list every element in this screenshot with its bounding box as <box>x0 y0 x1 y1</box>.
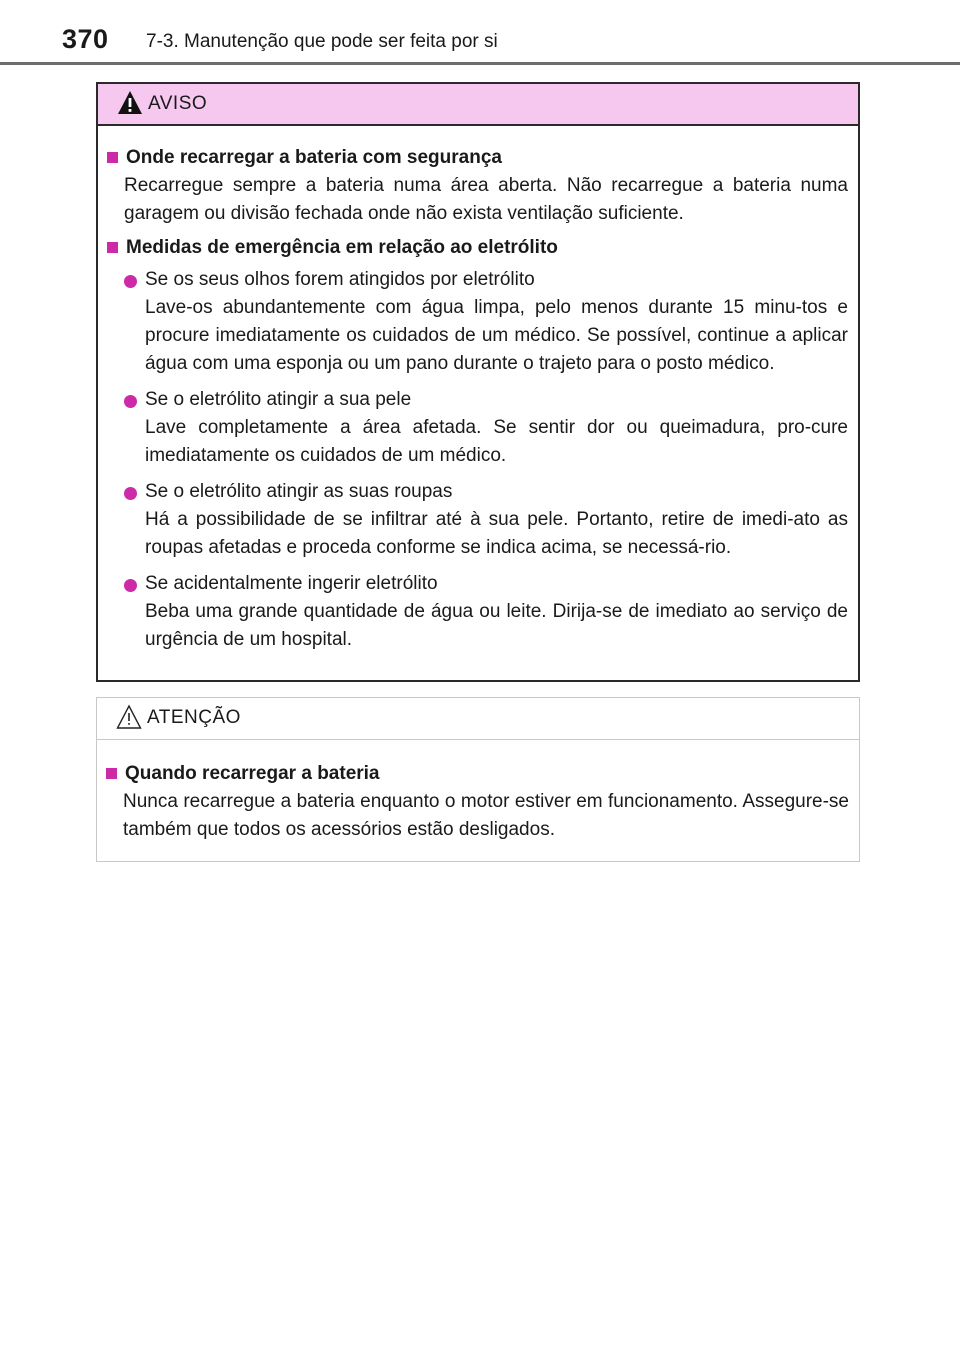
caution-box <box>96 697 860 862</box>
warning-triangle-filled-icon <box>117 90 143 116</box>
page-number: 370 <box>62 24 109 54</box>
caution-section-title: Quando recarregar a bateria <box>97 760 859 788</box>
round-bullet-icon <box>124 395 137 408</box>
item-title: Se o eletrólito atingir as suas roupas <box>145 481 453 502</box>
item-text: Lave completamente a área afetada. Se sentir dor ou queimadura, pro-cure imediatamente os cuidados de um médico. <box>145 417 848 466</box>
caution-content <box>97 760 859 844</box>
caution-section-text: Nunca recarregue a bateria enquanto o motor estiver em funcionamento. Assegure-se também que todos os acessórios estão desligados. <box>123 791 849 840</box>
item-text: Beba uma grande quantidade de água ou leite. Dirija-se de imediato ao serviço de urgência de um hospital. <box>145 601 848 650</box>
section-title: 7-3. Manutenção que pode ser feita por si <box>146 31 498 52</box>
warning-box <box>96 82 860 682</box>
caution-label: ATENÇÃO <box>147 707 241 728</box>
square-bullet-icon <box>107 242 118 253</box>
round-bullet-icon <box>124 579 137 592</box>
page-header <box>0 0 960 70</box>
round-bullet-icon <box>124 487 137 500</box>
item-title: Se o eletrólito atingir a sua pele <box>145 389 412 410</box>
square-bullet-icon <box>107 152 118 163</box>
warning-section-title: Onde recarregar a bateria com segurança <box>98 144 858 172</box>
square-bullet-icon <box>106 768 117 779</box>
list-item <box>98 386 858 470</box>
list-item <box>98 266 858 378</box>
warning-section-title: Medidas de emergência em relação ao eletrólito <box>98 234 858 262</box>
round-bullet-icon <box>124 275 137 288</box>
caution-box-header <box>97 698 859 740</box>
item-title: Se os seus olhos forem atingidos por eletrólito <box>145 269 535 290</box>
warning-label: AVISO <box>148 93 208 114</box>
warning-box-header <box>98 84 858 126</box>
warning-section-text: Recarregue sempre a bateria numa área aberta. Não recarregue a bateria numa garagem ou divisão fechada onde não exista ventilação suficiente. <box>124 175 848 224</box>
item-text: Lave-os abundantemente com água limpa, pelo menos durante 15 minu-tos e procure imediatamente os cuidados de um médico. Se possível, continue a aplicar água com uma esponja ou um pano durante o trajeto para o posto médico. <box>145 297 848 374</box>
item-title: Se acidentalmente ingerir eletrólito <box>145 573 438 594</box>
item-text: Há a possibilidade de se infiltrar até à sua pele. Portanto, retire de imedi-ato as roupas afetadas e proceda conforme se indica acima, se necessá-rio. <box>145 509 848 558</box>
warning-content <box>98 144 858 662</box>
list-item <box>98 570 858 654</box>
header-rule <box>0 62 960 65</box>
warning-triangle-outline-icon <box>116 704 142 730</box>
list-item <box>98 478 858 562</box>
